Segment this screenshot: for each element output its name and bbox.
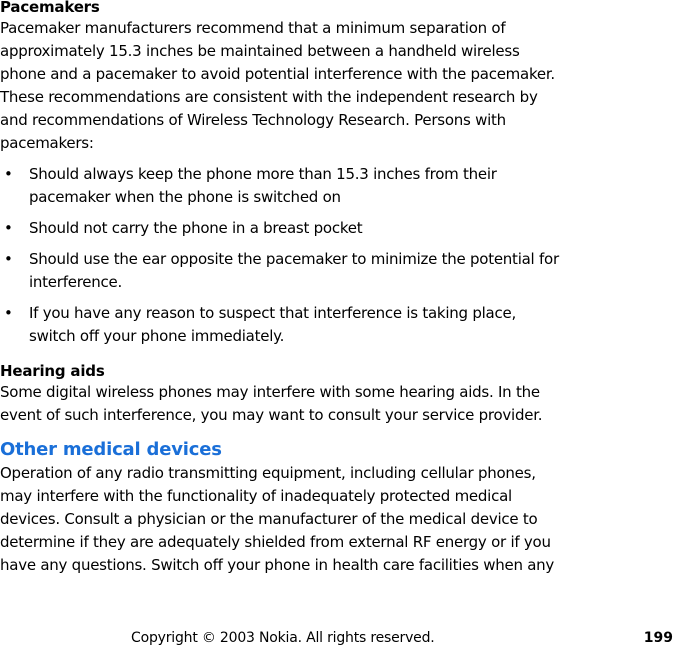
page-number: 199 <box>643 630 673 646</box>
list-item <box>0 217 562 240</box>
bullet-icon: • <box>4 165 13 183</box>
list-item <box>0 248 562 294</box>
bullet-icon: • <box>4 219 13 237</box>
copyright-notice: Copyright © 2003 Nokia. All rights reserved. <box>131 630 435 646</box>
list-item-text: If you have any reason to suspect that interference is taking place, switch off your phone immediately. <box>29 304 516 345</box>
page-footer <box>0 628 673 648</box>
list-item <box>0 302 562 348</box>
pacemakers-heading: Pacemakers <box>0 0 100 16</box>
hearing-aids-heading: Hearing aids <box>0 362 105 380</box>
other-medical-devices-heading: Other medical devices <box>0 439 222 460</box>
hearing-aids-paragraph: Some digital wireless phones may interfere with some hearing aids. In the event of such interference, you may want to consult your service provider. <box>0 383 543 424</box>
list-item-text: Should not carry the phone in a breast pocket <box>29 219 363 237</box>
other-medical-devices-paragraph: Operation of any radio transmitting equipment, including cellular phones, may interfere with the functionality of inadequately protected medical devices. Consult a physician or the manufacturer of the medical device to determine if they are adequately shielded from external RF energy or if you have any questions. Switch off your phone in health care facilities when any <box>0 464 555 574</box>
bullet-icon: • <box>4 250 13 268</box>
list-item-text: Should use the ear opposite the pacemaker to minimize the potential for interference. <box>29 250 559 291</box>
list-item <box>0 163 562 209</box>
list-item-text: Should always keep the phone more than 15.3 inches from their pacemaker when the phone is switched on <box>29 165 497 206</box>
bullet-icon: • <box>4 304 13 322</box>
pacemakers-paragraph: Pacemaker manufacturers recommend that a minimum separation of approximately 15.3 inches be maintained between a handheld wireless phone and a pacemaker to avoid potential interference with the pacemaker. These recommendations are consistent with the independent research by and recommendations of Wireless Technology Research. Persons with pacemakers: <box>0 19 555 152</box>
pacemakers-bullet-list <box>0 163 562 348</box>
